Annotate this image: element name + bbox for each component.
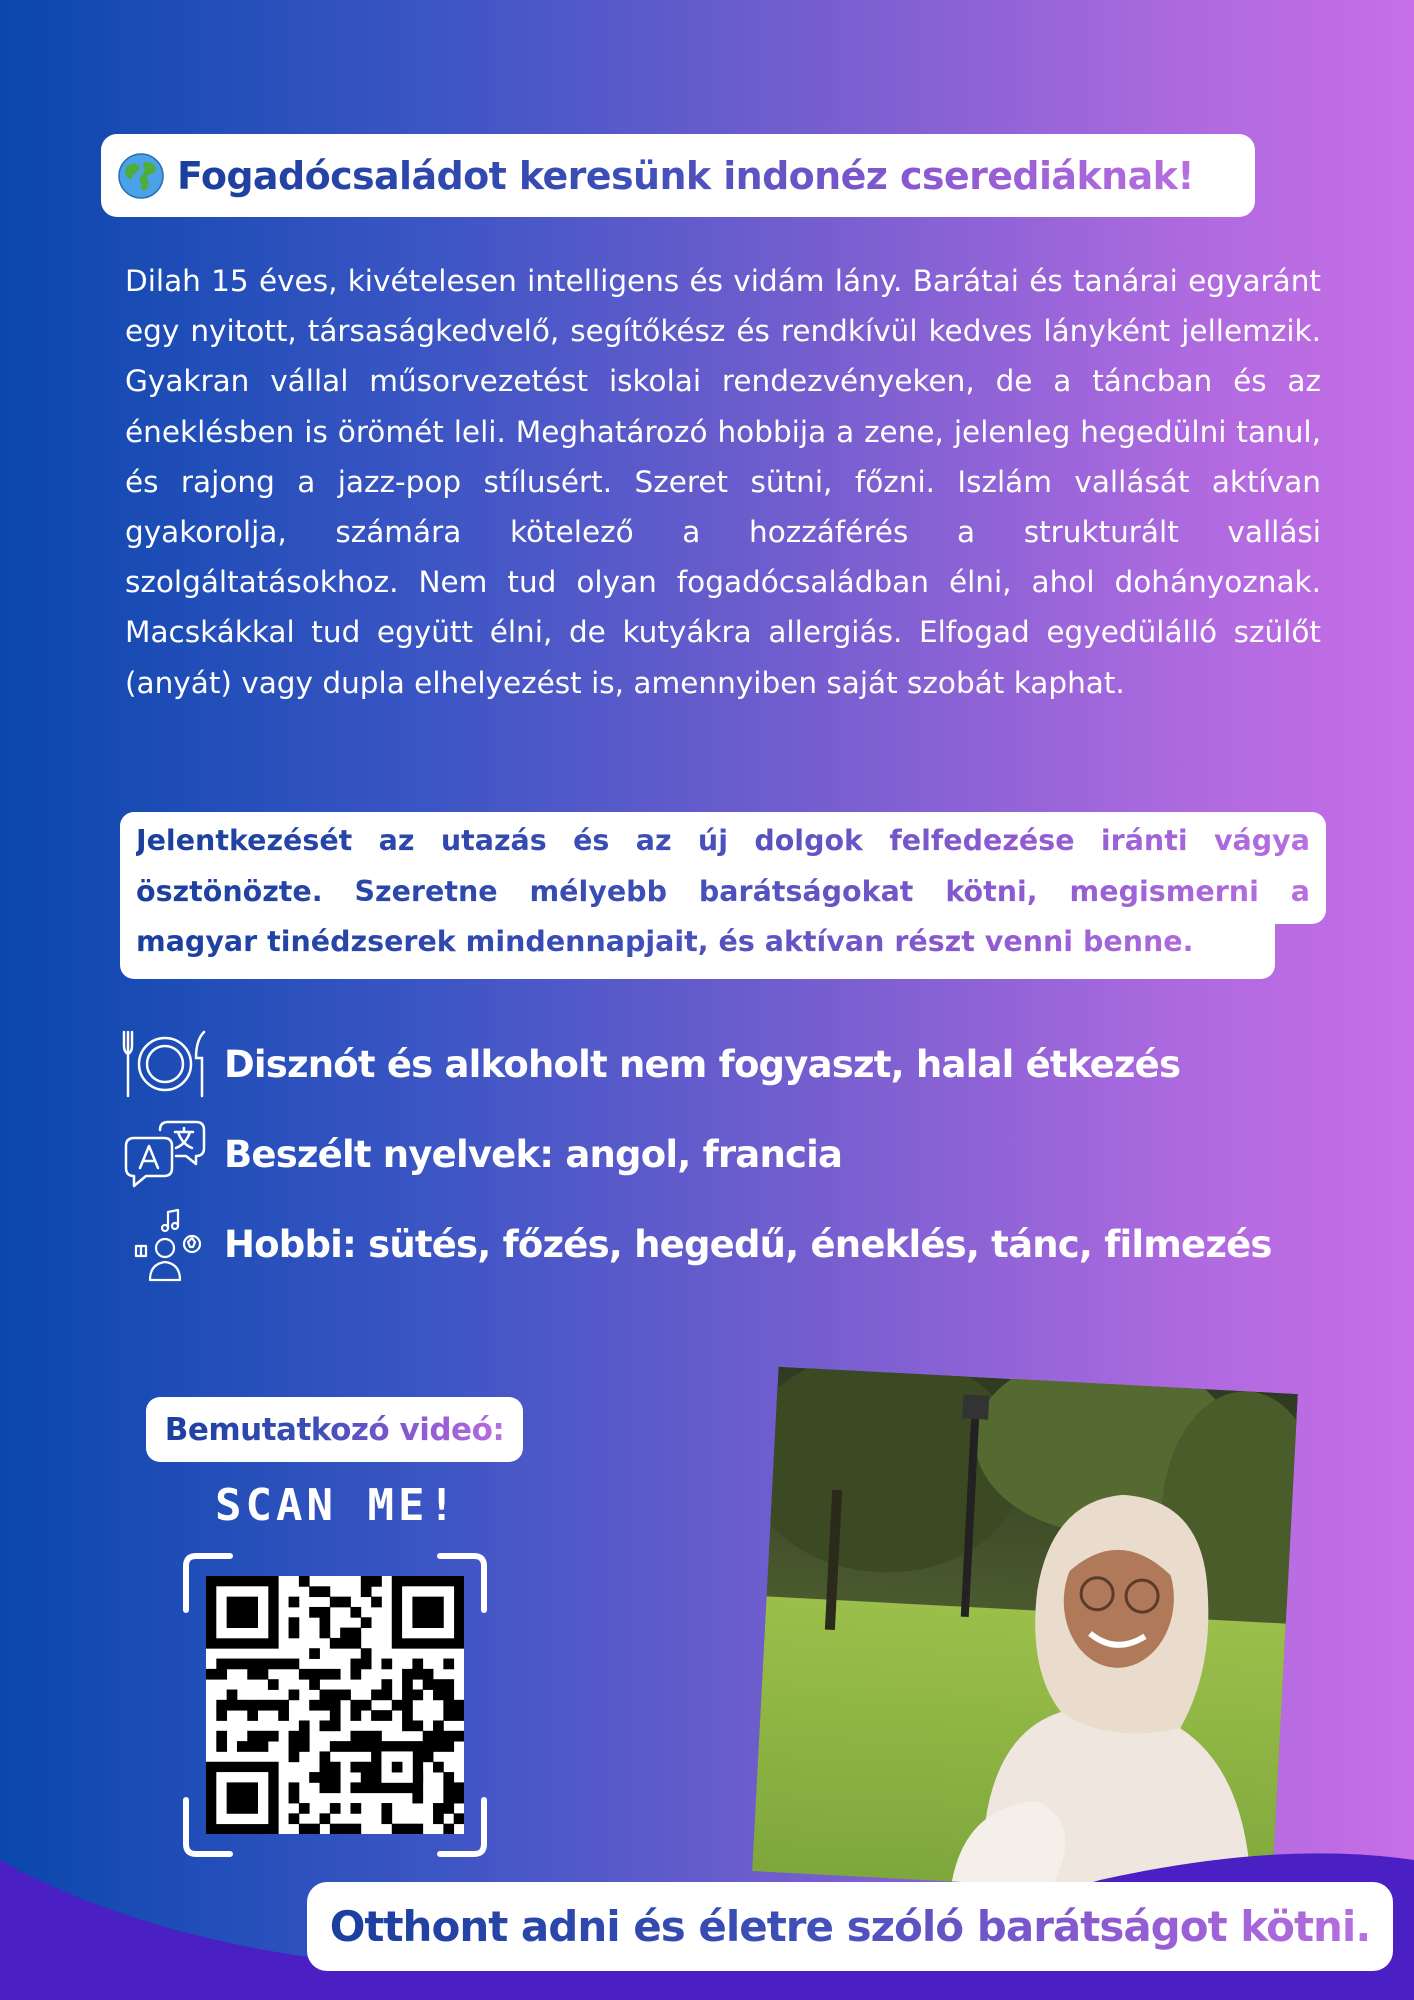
header-banner (101, 134, 1255, 217)
globe-icon (117, 152, 165, 200)
slogan-box (307, 1882, 1393, 1971)
student-description: Dilah 15 éves, kivételesen intelligens és vidám lány. Barátai és tanárai egyaránt egy nyitott, társaságkedvelő, segítőkész és rendkívül kedves lányként jellemzik. Gyakran vállal műsorvezetést iskolai rendezvényeken, de a táncban és az éneklésben is örömét leli. Meghatározó hobbija a zene, jelenleg hegedülni tanul, és rajong a jazz-pop stílusért. Szeret sütni, főzni. Iszlám vallását aktívan gyakorolja, számára kötelező a hozzáférés a strukturált vallási szolgáltatásokhoz. Nem tud olyan fogadócsaládban élni, ahol dohányoznak. Macskákkal tud együtt élni, de kutyákra allergiás. Elfogad egyedülálló szülőt (anyát) vagy dupla elhelyezést is, amennyiben saját szobát kaphat. (125, 264, 1321, 700)
fact-hobbies (120, 1206, 1272, 1282)
video-label: Bemutatkozó videó: (164, 1411, 505, 1448)
fact-languages (120, 1116, 842, 1192)
fact-diet (120, 1026, 1180, 1102)
student-photo-image (752, 1367, 1298, 1899)
slogan: Otthont adni és életre szóló barátságot kötni. (329, 1902, 1371, 1951)
motivation-line: magyar tinédzserek mindennapjait, és aktívan részt venni benne. (136, 917, 1256, 968)
hobbies-person-icon (120, 1206, 210, 1282)
language-chat-icon (120, 1116, 210, 1192)
video-label-box (146, 1397, 523, 1462)
motivation-line: ösztönözte. Szeretne mélyebb barátságokat kötni, megismerni a (136, 867, 1310, 918)
student-photo (752, 1367, 1298, 1899)
plate-cutlery-icon (120, 1026, 210, 1102)
fact-text: Beszélt nyelvek: angol, francia (224, 1132, 843, 1176)
fact-text: Hobbi: sütés, főzés, hegedű, éneklés, tánc, filmezés (224, 1222, 1272, 1266)
page-title: Fogadócsaládot keresünk indonéz cserediáknak! (177, 153, 1195, 198)
motivation-text (136, 816, 1310, 968)
motivation-line: Jelentkezését az utazás és az új dolgok felfedezése iránti vágya (136, 816, 1310, 867)
qr-code[interactable] (206, 1576, 464, 1834)
scan-me-label: SCAN ME! (215, 1480, 459, 1531)
fact-text: Disznót és alkoholt nem fogyaszt, halal étkezés (224, 1042, 1181, 1086)
qr-code-graphic (206, 1576, 464, 1834)
